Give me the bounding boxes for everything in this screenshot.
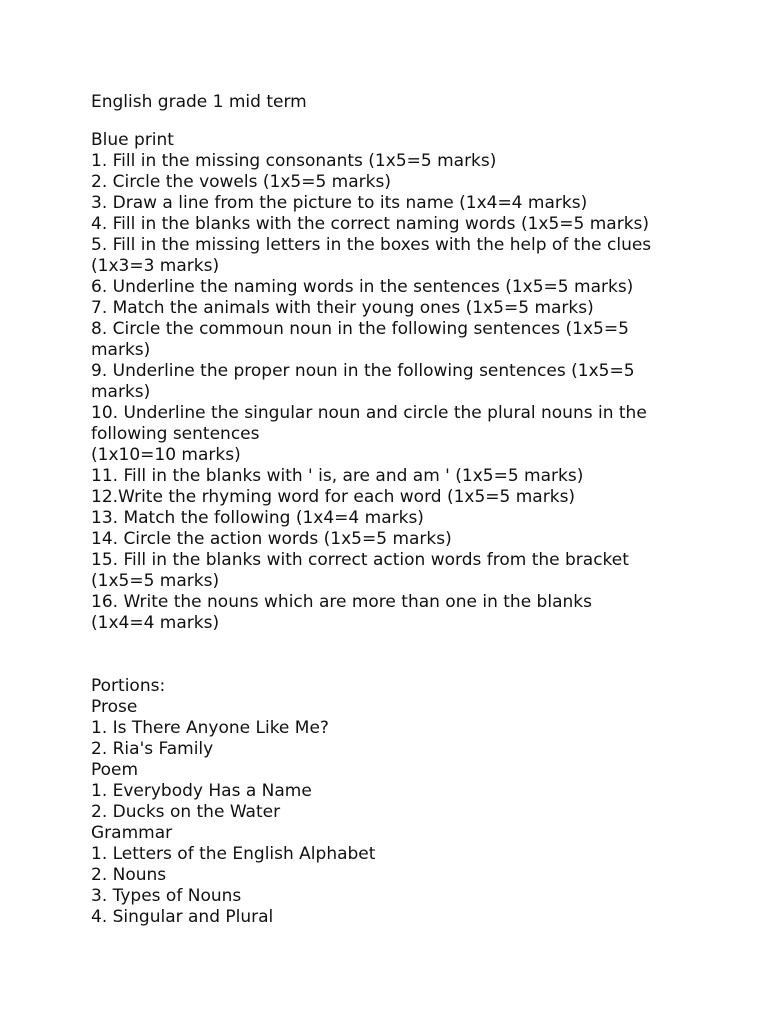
prose-item: 2. Ria's Family bbox=[91, 739, 214, 759]
grammar-item: 3. Types of Nouns bbox=[91, 886, 242, 906]
blueprint-line: (1x3=3 marks) bbox=[91, 256, 220, 276]
blueprint-line: 3. Draw a line from the picture to its name (1x4=4 marks) bbox=[91, 193, 588, 213]
portions-heading: Portions: bbox=[91, 676, 166, 696]
grammar-item: 1. Letters of the English Alphabet bbox=[91, 844, 376, 864]
blueprint-line: marks) bbox=[91, 382, 151, 402]
blueprint-line: 1. Fill in the missing consonants (1x5=5 marks) bbox=[91, 151, 497, 171]
prose-heading: Prose bbox=[91, 697, 138, 717]
blueprint-heading: Blue print bbox=[91, 130, 174, 150]
blueprint-line: 9. Underline the proper noun in the following sentences (1x5=5 bbox=[91, 361, 635, 381]
blueprint-line: following sentences bbox=[91, 424, 260, 444]
blueprint-line: 10. Underline the singular noun and circle the plural nouns in the bbox=[91, 403, 647, 423]
blueprint-line: 2. Circle the vowels (1x5=5 marks) bbox=[91, 172, 391, 192]
document-page bbox=[91, 92, 731, 928]
blueprint-line: 13. Match the following (1x4=4 marks) bbox=[91, 508, 424, 528]
document-title: English grade 1 mid term bbox=[91, 92, 307, 112]
portions-section bbox=[91, 676, 731, 928]
blueprint-line: 15. Fill in the blanks with correct action words from the bracket bbox=[91, 550, 629, 570]
blueprint-line: (1x5=5 marks) bbox=[91, 571, 220, 591]
poem-item: 2. Ducks on the Water bbox=[91, 802, 281, 822]
blueprint-line: 5. Fill in the missing letters in the boxes with the help of the clues bbox=[91, 235, 652, 255]
blueprint-line: 7. Match the animals with their young ones (1x5=5 marks) bbox=[91, 298, 594, 318]
grammar-heading: Grammar bbox=[91, 823, 173, 843]
grammar-item: 4. Singular and Plural bbox=[91, 907, 274, 927]
grammar-item: 2. Nouns bbox=[91, 865, 167, 885]
blueprint-line: 4. Fill in the blanks with the correct naming words (1x5=5 marks) bbox=[91, 214, 650, 234]
blueprint-line: 8. Circle the commoun noun in the following sentences (1x5=5 bbox=[91, 319, 629, 339]
poem-heading: Poem bbox=[91, 760, 139, 780]
blueprint-line: marks) bbox=[91, 340, 151, 360]
blueprint-line: 12.Write the rhyming word for each word (1x5=5 marks) bbox=[91, 487, 576, 507]
prose-item: 1. Is There Anyone Like Me? bbox=[91, 718, 329, 738]
poem-item: 1. Everybody Has a Name bbox=[91, 781, 312, 801]
blueprint-line: 16. Write the nouns which are more than one in the blanks bbox=[91, 592, 592, 612]
blueprint-line: 14. Circle the action words (1x5=5 marks) bbox=[91, 529, 452, 549]
section-spacer bbox=[91, 634, 731, 676]
blueprint-line: (1x4=4 marks) bbox=[91, 613, 220, 633]
blueprint-line: 6. Underline the naming words in the sentences (1x5=5 marks) bbox=[91, 277, 634, 297]
blueprint-line: (1x10=10 marks) bbox=[91, 445, 241, 465]
blueprint-section bbox=[91, 130, 731, 634]
blueprint-line: 11. Fill in the blanks with ' is, are and am ' (1x5=5 marks) bbox=[91, 466, 584, 486]
